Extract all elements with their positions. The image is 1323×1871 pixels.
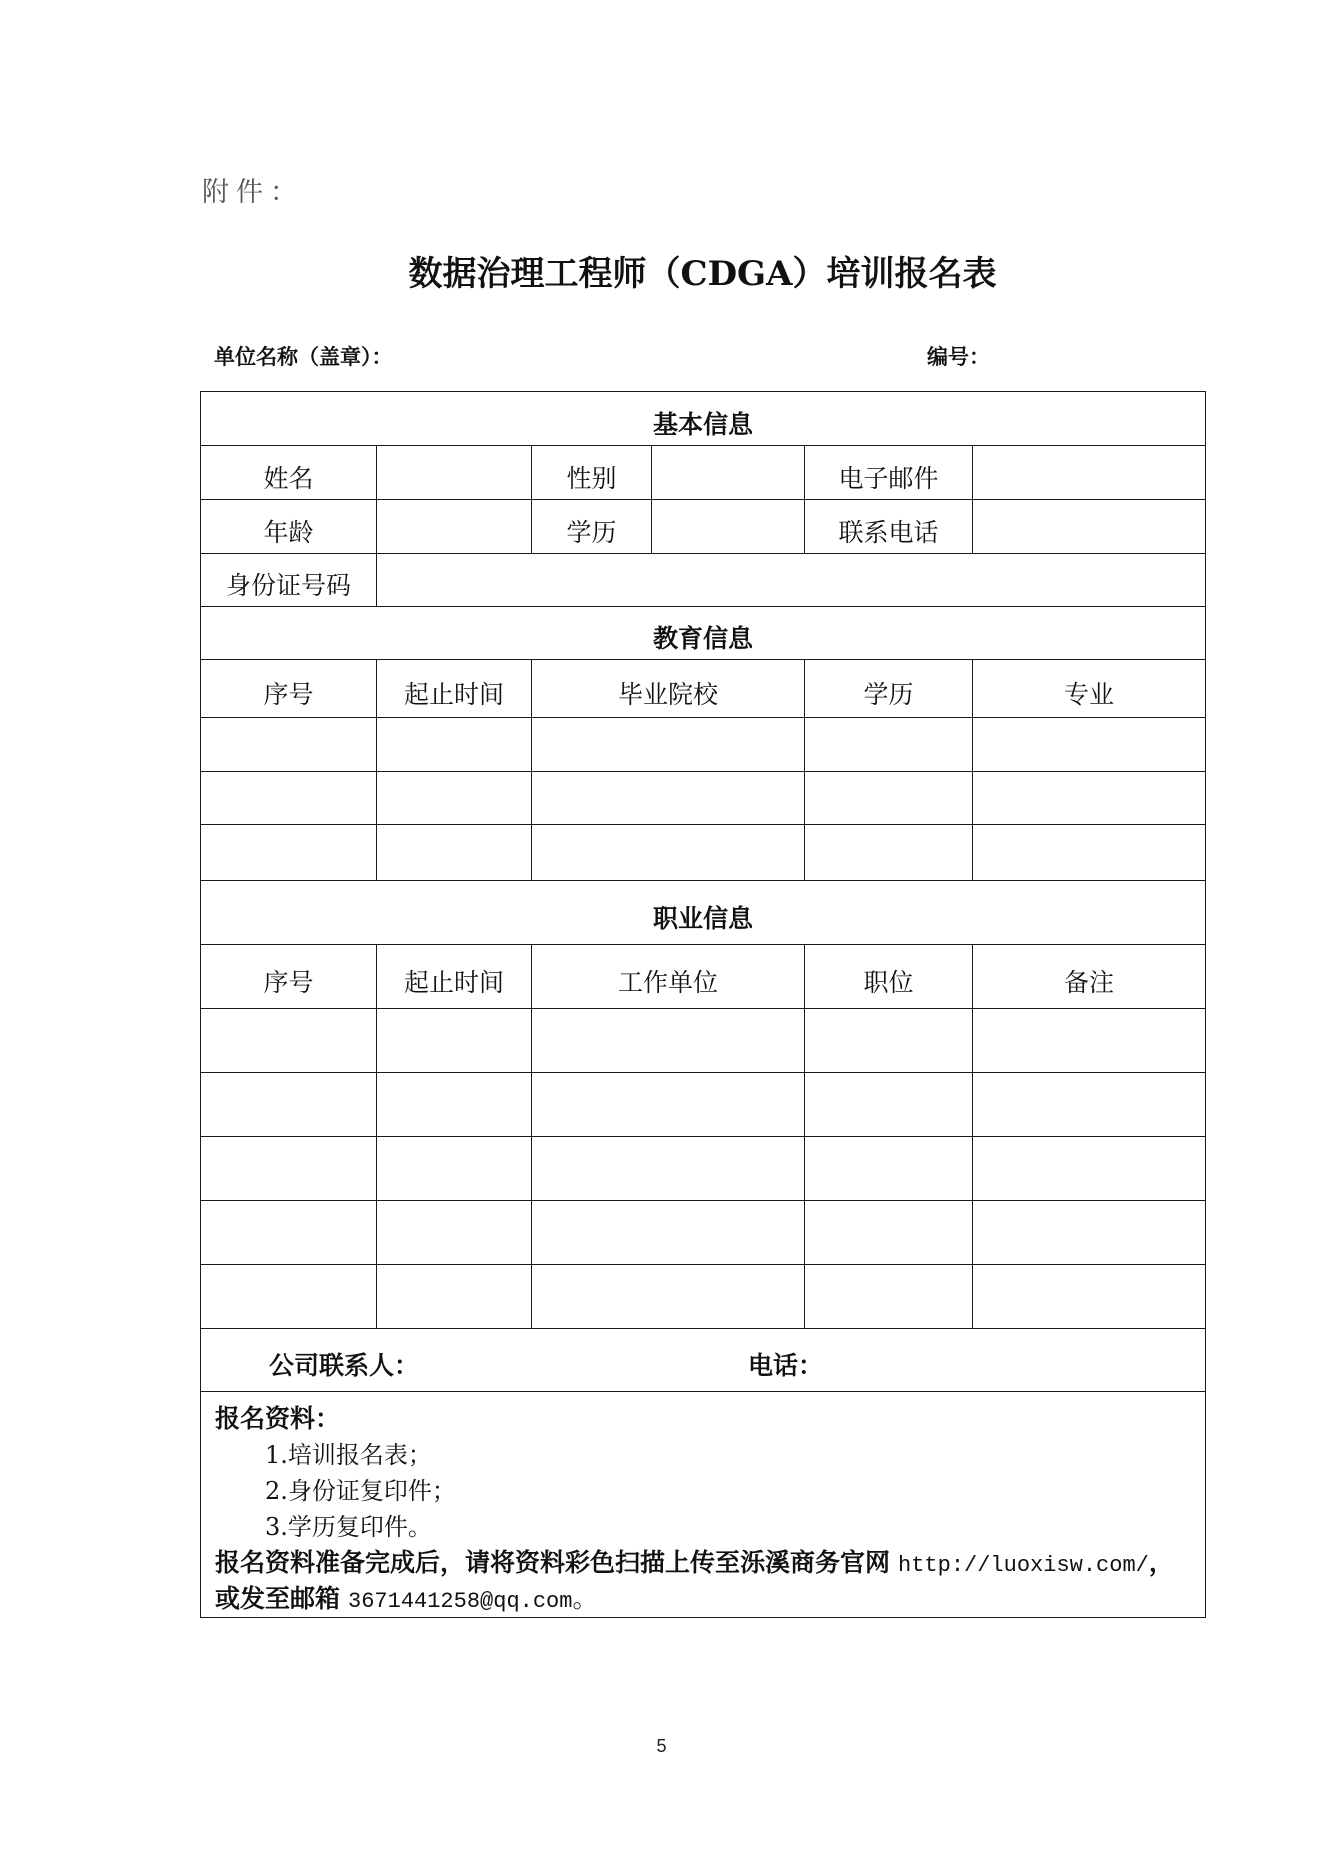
education-col-school: 毕业院校 bbox=[532, 660, 805, 718]
form-title: 数据治理工程师（CDGA）培训报名表 bbox=[408, 254, 997, 294]
education-cell bbox=[805, 772, 973, 825]
education-level-label: 学历 bbox=[532, 500, 652, 554]
company-contact-row bbox=[201, 1329, 1206, 1392]
materials-item: 1.培训报名表； bbox=[265, 1441, 432, 1469]
name-value-cell bbox=[377, 446, 532, 500]
career-cell bbox=[805, 1201, 973, 1265]
education-cell bbox=[532, 825, 805, 881]
education-cell bbox=[377, 825, 532, 881]
phone-label: 联系电话 bbox=[805, 500, 973, 554]
career-col-period: 起止时间 bbox=[377, 945, 532, 1009]
id-number-label: 身份证号码 bbox=[201, 554, 377, 607]
career-cell bbox=[377, 1009, 532, 1073]
page-number: 5 bbox=[656, 1736, 667, 1756]
name-label: 姓名 bbox=[201, 446, 377, 500]
attachment-label: 附件： bbox=[202, 177, 304, 208]
upload-note-line bbox=[215, 1545, 1191, 1581]
career-cell bbox=[201, 1265, 377, 1329]
education-cell bbox=[973, 825, 1206, 881]
age-label: 年龄 bbox=[201, 500, 377, 554]
education-cell bbox=[805, 718, 973, 772]
career-cell bbox=[973, 1201, 1206, 1265]
education-header-row bbox=[201, 660, 1206, 718]
registration-form-table bbox=[200, 391, 1206, 1618]
education-col-index: 序号 bbox=[201, 660, 377, 718]
education-row bbox=[201, 718, 1206, 772]
email-address-text: 3671441258@qq.com bbox=[348, 1589, 573, 1614]
education-col-major: 专业 bbox=[973, 660, 1206, 718]
career-cell bbox=[377, 1265, 532, 1329]
education-row bbox=[201, 825, 1206, 881]
career-cell bbox=[201, 1137, 377, 1201]
id-number-value-cell bbox=[377, 554, 1206, 607]
career-cell bbox=[532, 1265, 805, 1329]
career-info-heading-row bbox=[201, 881, 1206, 945]
upload-note-text: 报名资料准备完成后，请将资料彩色扫描上传至泺溪商务官网 bbox=[215, 1548, 891, 1577]
career-col-index: 序号 bbox=[201, 945, 377, 1009]
career-info-heading: 职业信息 bbox=[201, 881, 1206, 945]
basic-info-heading-row bbox=[201, 392, 1206, 446]
gender-value-cell bbox=[652, 446, 805, 500]
education-cell bbox=[377, 718, 532, 772]
education-cell bbox=[532, 718, 805, 772]
career-cell bbox=[377, 1137, 532, 1201]
career-cell bbox=[805, 1265, 973, 1329]
phone-value-cell bbox=[973, 500, 1206, 554]
career-row bbox=[201, 1009, 1206, 1073]
career-cell bbox=[805, 1073, 973, 1137]
gender-label: 性别 bbox=[532, 446, 652, 500]
education-level-value-cell bbox=[652, 500, 805, 554]
career-cell bbox=[532, 1073, 805, 1137]
materials-section bbox=[201, 1392, 1206, 1618]
education-cell bbox=[973, 718, 1206, 772]
email-note-punctuation: 。 bbox=[572, 1584, 598, 1613]
upload-note-punctuation: ， bbox=[1148, 1548, 1174, 1577]
career-cell bbox=[532, 1009, 805, 1073]
career-cell bbox=[805, 1137, 973, 1201]
career-row bbox=[201, 1137, 1206, 1201]
career-cell bbox=[532, 1137, 805, 1201]
website-url-text: http://luoxisw.com/ bbox=[898, 1553, 1149, 1578]
career-header-row bbox=[201, 945, 1206, 1009]
education-cell bbox=[201, 718, 377, 772]
education-cell bbox=[973, 772, 1206, 825]
serial-number-label: 编号： bbox=[927, 344, 990, 369]
email-value-cell bbox=[973, 446, 1206, 500]
age-value-cell bbox=[377, 500, 532, 554]
email-note-text: 或发至邮箱 bbox=[215, 1584, 341, 1613]
email-label: 电子邮件 bbox=[805, 446, 973, 500]
career-cell bbox=[973, 1073, 1206, 1137]
company-contact-cell bbox=[201, 1329, 1206, 1392]
materials-heading: 报名资料： bbox=[215, 1404, 341, 1433]
career-cell bbox=[377, 1073, 532, 1137]
education-cell bbox=[532, 772, 805, 825]
basic-info-row bbox=[201, 500, 1206, 554]
basic-info-heading: 基本信息 bbox=[201, 392, 1206, 446]
career-col-employer: 工作单位 bbox=[532, 945, 805, 1009]
education-info-heading-row bbox=[201, 607, 1206, 660]
education-cell bbox=[201, 772, 377, 825]
career-row bbox=[201, 1201, 1206, 1265]
career-cell bbox=[805, 1009, 973, 1073]
id-number-row bbox=[201, 554, 1206, 607]
career-cell bbox=[201, 1201, 377, 1265]
career-cell bbox=[973, 1137, 1206, 1201]
education-cell bbox=[201, 825, 377, 881]
career-row bbox=[201, 1265, 1206, 1329]
career-col-position: 职位 bbox=[805, 945, 973, 1009]
contact-person-label: 公司联系人： bbox=[269, 1351, 420, 1380]
career-cell bbox=[201, 1073, 377, 1137]
education-col-degree: 学历 bbox=[805, 660, 973, 718]
materials-item: 3.学历复印件。 bbox=[265, 1513, 432, 1541]
career-cell bbox=[201, 1009, 377, 1073]
materials-item: 2.身份证复印件； bbox=[265, 1477, 456, 1505]
basic-info-row bbox=[201, 446, 1206, 500]
education-cell bbox=[377, 772, 532, 825]
unit-name-label: 单位名称（盖章）： bbox=[214, 344, 393, 369]
career-cell bbox=[973, 1265, 1206, 1329]
form-body bbox=[201, 392, 1206, 1618]
education-cell bbox=[805, 825, 973, 881]
education-row bbox=[201, 772, 1206, 825]
career-col-remarks: 备注 bbox=[973, 945, 1206, 1009]
contact-phone-label: 电话： bbox=[748, 1351, 824, 1380]
career-row bbox=[201, 1073, 1206, 1137]
career-cell bbox=[532, 1201, 805, 1265]
email-note-line bbox=[215, 1581, 1191, 1617]
career-cell bbox=[377, 1201, 532, 1265]
career-cell bbox=[973, 1009, 1206, 1073]
education-col-period: 起止时间 bbox=[377, 660, 532, 718]
materials-row bbox=[201, 1392, 1206, 1618]
education-info-heading: 教育信息 bbox=[201, 607, 1206, 660]
